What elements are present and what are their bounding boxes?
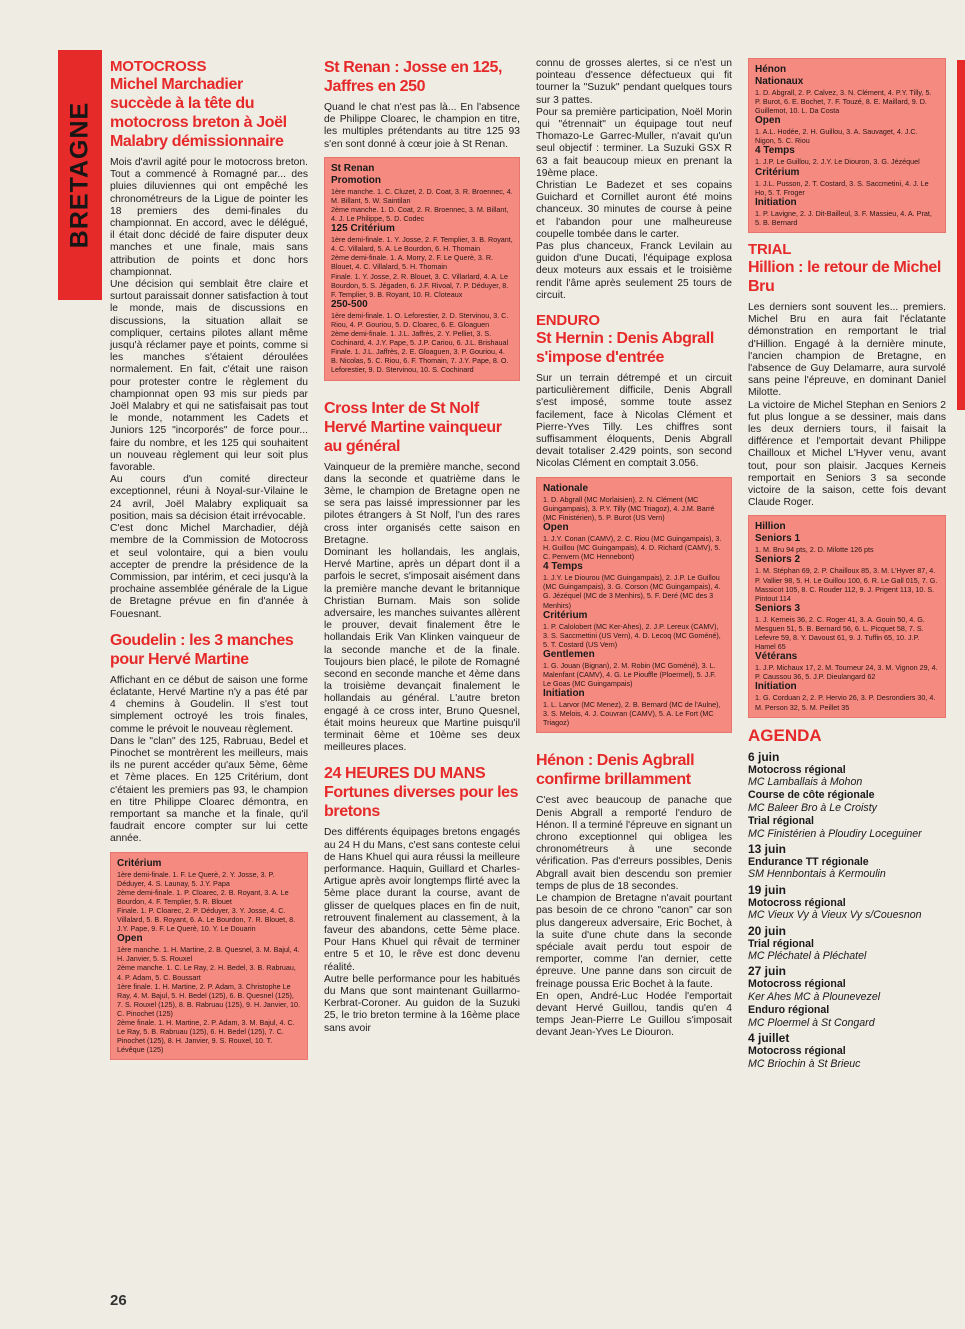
agenda-place: MC Lamballais à Mohon xyxy=(748,776,863,789)
results-box xyxy=(748,58,946,233)
results-category: Seniors 2 xyxy=(755,554,801,566)
results-category: 250-500 xyxy=(331,298,368,310)
results-line: 2ème finale. 1. H. Martine, 2. P. Adam, 3. M. Bajul, 4. C. Le Ray, 5. B. Rabruau (125), 6. H. Bedel (125), 7. C. Pinochet (125), 8. H. Janvier, 9. S. Rouxel, 10. T. Lévêque (125) xyxy=(117,1017,295,1055)
results-line: 1. M. Stéphan 69, 2. P. Chailloux 85, 3. M. L'Hyver 87, 4. P. Vallier 98, 5. H. Le Guillou 100, 6. R. Le Gall 015, 7. G. Massicot 105, 8. C. Rouder 112, 9. J. Prigent 113, 10. S. Pintout 114 xyxy=(755,566,938,603)
results-box xyxy=(536,477,732,734)
section-label: TRIAL xyxy=(748,240,792,258)
results-line: 1. J.L. Pusson, 2. T. Costard, 3. S. Saccmetini, 4. J. Le Ho, 5. T. Froger xyxy=(755,178,929,197)
article-body xyxy=(536,373,732,471)
results-line: 1ère demi-finale. 1. F. Le Querè, 2. Y. Josse, 3. P. Déduyer, 4. S. Launay, 5. J.Y. Papa xyxy=(117,869,275,888)
agenda-place: Ker Ahes MC à Plounevezel xyxy=(748,990,881,1003)
paragraph: Le champion de Bretagne n'avait pourtant pas besoin de ce chrono "canon" car son plus dangereux adversaire, Eric Bochet, à la suite d'une chute dans la seconde spéciale avait perdu tout espoir de remporter, comme l'an dernier, cette épreuve. Une panne dans son circuit de freinage poussa Eric Bochet à la faute. xyxy=(536,893,732,990)
paragraph: Mois d'avril agité pour le motocross breton. Tout a commencé à Romagné par... des pluies diluviennes qui ont empêché les chronométreurs de la Ligue de pointer les 18 premiers des demi-finales du championnat. En accord, avec le délégué, il était donc décidé de faire disputer deux manches et une finale, mais sans attribution de points et donc hors championnat. xyxy=(110,157,308,278)
results-line: 1. J.P. Michaux 17, 2. M. Tourneur 24, 3. M. Vignon 29, 4. P. Caussou 36, 5. J.P. Dieulangard 62 xyxy=(755,663,938,682)
results-line: 1. J.P. Le Guillou, 2. J.Y. Le Diouron, 3. G. Jézéquel xyxy=(755,157,920,167)
article-headline: Hénon : Denis Agbrall confirme brillamment xyxy=(536,752,695,789)
results-line: 2ème manche. 1. C. Le Ray, 2. H. Bedel, 3. B. Rabruau, 4. P. Adam, 5. C. Boussart xyxy=(117,963,296,982)
agenda-place: MC Vieux Vy à Vieux Vy s/Couesnon xyxy=(748,909,922,922)
results-category: St Renan xyxy=(331,162,375,174)
results-category: Gentlemen xyxy=(543,648,595,660)
article-headline: Hillion : le retour de Michel Bru xyxy=(748,258,941,295)
results-line: 1ère manche. 1. H. Martine, 2. B. Quesnel, 3. M. Bajul, 4. H. Janvier, 5. S. Rouxel xyxy=(117,945,300,964)
paragraph: Pour sa première participation, Noël Morin qui "étrennait" un équipage tout neuf Thomazo-Le Garrec-Muller, n'avait qu'un seul objectif : terminer. La Suzuki GSX R 63 a fait beaucoup mieux en prenant la 19ème place. xyxy=(536,106,732,179)
section-label: ENDURO xyxy=(536,312,600,330)
agenda-date: 27 juin xyxy=(748,964,787,979)
results-line: 2ème manche. 1. D. Coat, 2. R. Broennec, 3. M. Billant, 4. J. Le Philippe, 5. D. Codec xyxy=(331,205,509,224)
article-body xyxy=(748,302,946,509)
results-category: Open xyxy=(543,521,569,533)
paragraph: Quand le chat n'est pas là... En l'absence de Philippe Cloarec, le champion en titre, les multiples prétendants au titre 125 93 s'en sont donné à cœur joie à St Renan. xyxy=(324,102,520,150)
column-1 xyxy=(110,58,308,1068)
paragraph: Sur un terrain détrempé et un circuit particulièrement difficile, Denis Abgrall s'est imposé, somme toute assez facilement, face à Nicolas Clément et Pierre-Yves Tilly. Les chiffres sont suffisamment éloquents, Denis Abgrall devait totaliser 2.429 points, son second Nicolas Clément en comptait 3.056. xyxy=(536,373,732,470)
article-headline: 24 HEURES DU MANS Fortunes diverses pour les bretons xyxy=(324,765,519,821)
paragraph: connu de grosses alertes, si ce n'est un pointeau d'essence défectueux qui fit tourner la "Suzuk" pendant quelques tours sur 3 pattes. xyxy=(536,58,732,106)
article-headline: St Hernin : Denis Abgrall s'impose d'entrée xyxy=(536,330,714,367)
article-headline: Michel Marchadier succède à la tête du motocross breton à Joël Malabry démissionnaire xyxy=(110,76,287,150)
agenda-date: 13 juin xyxy=(748,842,787,857)
paragraph: Christian Le Badezet et ses copains Guichard et Cornillet auront été moins chanceux. 30 minutes de course à peine et l'abandon pour une malheureuse coupelle tombée dans le carter. xyxy=(536,180,732,240)
agenda-event: Motocross régional xyxy=(748,763,846,776)
results-line: 1ère demi-finale. 1. Y. Josse, 2. F. Templier, 3. B. Royant, 4. C. Villalard, 5. A. Le Bourdon, 6. H. Thomain xyxy=(331,235,513,254)
agenda-event: Trial régional xyxy=(748,937,814,950)
results-line: 1. L. Larvor (MC Menez), 2. B. Bernard (MC de l'Aulne), 3. S. Melois, 4. J. Couvran (CAMV), 5. A. Le Fort (MC Triagoz) xyxy=(543,700,721,728)
agenda-place: MC Finistérien à Ploudiry Loceguiner xyxy=(748,827,922,840)
results-category: Promotion xyxy=(331,174,381,186)
article-body xyxy=(110,675,308,846)
results-box xyxy=(324,157,520,381)
paragraph: Une décision qui semblait être claire et surtout paraissait donner satisfaction à tout le monde, mais de discussions en discussions, la situation allait se compliquer, certains pilotes allant même jusqu'à réclamer paye et points, comme si les manches s'étaient déroulées normalement. En fait, c'était une raison pour protester contre le règlement du championnat open 93 mis sur pieds par Joël Malabry et qui ne satisfaisait pas tout le monde, notamment les Cadets et Juniors 125 "incorporés" de force pour... faire du nombre, et les 125 qui souhaitent un nouveau règlement qui leur soit plus favorable. xyxy=(110,279,308,474)
column-2 xyxy=(324,58,520,1035)
results-category: Nationaux xyxy=(755,76,804,87)
results-line: 2ème demi-finale. 1. J.L. Jaffrès, 2. Y. Pelliet, 3. S. Cochinard, 4. J.Y. Pape, 5. J.P. Cariou, 6. J.L. Brishaual xyxy=(331,329,509,348)
results-category: 125 Critérium xyxy=(331,223,395,235)
results-line: 1. A.L. Hodée, 2. H. Guillou, 3. A. Sauvaget, 4. J.C. Nigon, 5. C. Riou xyxy=(755,127,918,146)
paragraph: Autre belle performance pour les habitués du Mans que sont maintenant Guillarmo-Kerbrat-Coroner. Au guidon de la Suzuki 25, le trio breton termine à la 16ème place sans avoir xyxy=(324,973,520,1034)
agenda-list xyxy=(748,750,946,1070)
results-category: Initiation xyxy=(755,681,797,693)
results-category: Initiation xyxy=(755,196,797,208)
results-category: Vétérans xyxy=(755,651,798,663)
agenda-title: AGENDA xyxy=(748,725,822,745)
results-line: 1. P. Calolobert (MC Ker-Ahes), 2. J.P. Lereux (CAMV), 3. S. Saccmettini (US Vern), 4. D. Lecoq (MC Goméné), 5. T. Costard (US Vern) xyxy=(543,621,721,649)
page-number: 26 xyxy=(110,1292,127,1309)
agenda-event: Enduro régional xyxy=(748,1004,830,1017)
agenda-date: 20 juin xyxy=(748,923,787,938)
results-category: Seniors 3 xyxy=(755,602,801,614)
agenda-event: Motocross régional xyxy=(748,1045,846,1058)
article-headline: Cross Inter de St Nolf Hervé Martine vainqueur au général xyxy=(324,399,502,455)
column-3 xyxy=(536,58,732,1040)
results-line: 2ème demi-finale. 1. P. Cloarec, 2. B. Royant, 3. A. Le Bourdon, 4. F. Templier, 5. R. Blouet xyxy=(117,887,289,906)
results-category: Seniors 1 xyxy=(755,533,801,545)
results-category: Nationale xyxy=(543,482,589,494)
paragraph: Dominant les hollandais, les anglais, Hervé Martine, après un départ dont il a parfois le secret, s'imposait aisément dans la première manche devant le britannique Christian Burnam. Mais son solide adversaire, les manches suivantes allèrent le prouver, devait finalement être le hollandais Erik Van Klinken vainqueur de la seconde manche et de la finale. Toujours bien placé, le pilote de Romagné second en seconde manche et 4ème dans la troisième devançait finalement le hollandais au général. L'autre breton engagé à ce cross inter, Bruno Quesnel, était moins heureux que Martine puisqu'il terminait 6ème et 10ème ses deux meilleures places. xyxy=(324,546,520,754)
article-body xyxy=(324,102,520,151)
paragraph: Au cours d'un comité directeur exceptionnel, réuni à Noyal-sur-Vilaine le 24 avril, Joël Malabry expliquait sa position, mais sa décision était irrévocable. xyxy=(110,474,308,522)
results-category: Critérium xyxy=(755,166,800,178)
agenda-event: Motocross régional xyxy=(748,896,846,909)
paragraph: Affichant en ce début de saison une forme éclatante, Hervé Martine n'y a pas été par 4 chemins à Goudelin. Il s'est tout simplement octroyé les trois finales, comme le prévoit le nouveau règlement. xyxy=(110,674,308,735)
paragraph: La victoire de Michel Stephan en Seniors 2 fut plus longue a se dessiner, mais dans les deux derniers tours, il faisait la différence et l'emportait devant Philippe Chailloux et Michel L'Hyver venu, avant tout, pour son plaisir. Jacques Kerneis remportait en Seniors 3 sa seconde victoire de la saison, cette fois devant Claude Roger. xyxy=(748,399,946,509)
article-body xyxy=(110,157,308,621)
paragraph: Vainqueur de la première manche, second dans la seconde et quatrième dans le 3ème, le champion de Bretagne open ne se sera pas laissé impressionner par les pilotes étrangers à St Nolf, l'un des rares cross inter organisés cette saison en Bretagne. xyxy=(324,461,520,546)
article-headline: Goudelin : les 3 manches pour Hervé Martine xyxy=(110,631,294,668)
paragraph: Des différents équipages bretons engagés au 24 H du Mans, c'est sans conteste celui de Hans Khuel qui aura réussi la meilleure performance. Haquin, Guillard et Charles-Artigue après avoir longtemps flirté avec la 5ème place durant la course, avant de glisser de quelques places en fin de nuit, retrouvent finalement au classement, à la faveur des abandons, cette 5ème place. Pour Hans Khuel qui rêvait de terminer entre 5 et 10, le rêve est donc devenu réalité. xyxy=(324,827,520,973)
paragraph: Dans le "clan" des 125, Rabruau, Bedel et Pinochet se montrèrent les meilleurs, mais ils ne purent accéder qu'aux 5ème, 6ème et 7ème places. En 125 Critérium, dont c'étaient les premiers pas 93, le champion en titre Philippe Cloarec démontra, en remportant sa manche et la finale, qu'il faudrait encore compter sur lui cette année. xyxy=(110,735,308,845)
agenda-event: Endurance TT régionale xyxy=(748,856,869,869)
results-line: 1. D. Abgrall, 2. P. Calvez, 3. N. Clément, 4. P.Y. Tilly, 5. P. Burot, 6. E. Bochet, 7. F. Touzé, 8. E. Maillard, 9. D. Guillemot, 10. L. Da Costa xyxy=(755,88,932,116)
paragraph: C'est avec beaucoup de panache que Denis Abgrall a remporté l'enduro de Hénon. Il a terminé l'épreuve en signant un chrono exceptionnel qui obligea les chronométreurs à une seconde vérification. Pas d'erreurs possibles, Denis Abgrall avait bien descendu son premier temps de plus de 18 secondes. xyxy=(536,795,733,892)
results-line: 1. J.Y. Le Diourou (MC Guingampais), 2. J.P. Le Guillou (MC Guingampais), 3. G. Corson (MC Guingampais), 4. G. Jézéquel (MC de 3 Menhirs), 5. F. Deré (MC des 3 Menhirs) xyxy=(543,573,721,610)
results-category: 4 Temps xyxy=(543,561,583,573)
results-line: 1ère manche. 1. C. Cluzet, 2. D. Coat, 3. R. Broennec, 4. M. Billant, 5. W. Saintilan xyxy=(331,186,513,205)
agenda-date: 4 juillet xyxy=(748,1031,790,1046)
agenda-place: MC Briochin à St Brieuc xyxy=(748,1057,861,1070)
agenda-event: Trial régional xyxy=(748,815,814,828)
results-category: Critérium xyxy=(117,857,162,869)
results-category: 4 Temps xyxy=(755,145,795,157)
region-label: BRETAGNE xyxy=(65,101,94,249)
article-body xyxy=(324,827,520,1034)
article-headline: St Renan : Josse en 125, Jaffres en 250 xyxy=(324,59,503,95)
results-line: 1. G. Jouan (Bignan), 2. M. Robin (MC Goméné), 3. L. Malenfant (CAMV), 4. G. Le Piouffle (Ploermel), 5. J.F. Le Goas (MC Guingampais) xyxy=(543,660,716,689)
results-line: 1ère finale. 1. H. Martine, 2. P. Adam, 3. Christophe Le Ray, 4. M. Bajul, 5. H. Bedel (125), 6. B. Quesnel (125), 7. S. Rouxel (125), 8. B. Rabruau (125), 9. H. Janvier, 10. C. Pinochet (125) xyxy=(117,981,300,1018)
paragraph: C'est donc Michel Marchadier, déjà membre de la Commission de Motocross et seul volontaire, qui a bien voulu accepter de prendre la présidence de la Commission, par intérim, et ceci jusqu'à la prochaine assemblée générale de la Ligue de Bretagne prévue en fin d'année à Fouesnant. xyxy=(110,523,308,620)
section-label: MOTOCROSS xyxy=(110,58,207,75)
results-line: 1. D. Abgrall (MC Morlaisien), 2. N. Clément (MC Guingampais), 3. P.Y. Tilly (MC Triagoz), 4. J.M. Barré (MC Finistérien), 5. P. Burot (US Vern) xyxy=(543,494,715,522)
paragraph: Les derniers sont souvent les... premiers. Michel Bru en aura fait l'éclatante démonstration en remportant le trial d'Hillion. Engagé à la dernière minute, l'ancien champion de Bretagne, en l'absence de Guy Delamarre, aura survolé sans peine l'épreuve, en dominant Daniel Milotte. xyxy=(748,301,946,399)
results-line: 1. P. Lavigne, 2. J. Dit-Bailleul, 3. F. Massieu, 4. A. Prat, 5. B. Bernard xyxy=(755,208,932,227)
results-category: Critérium xyxy=(543,609,588,621)
results-line: 1ère demi-finale. 1. O. Leforestier, 2. D. Stervinou, 3. C. Riou, 4. P. Gouriou, 5. D. Cloarec, 6. E. Gloaguen xyxy=(331,310,509,329)
results-line: 1. J. Kerneis 36, 2. C. Roger 41, 3. A. Gouin 50, 4. G. Mesguen 51, 5. B. Bernard 56, 6. L. Picquet 58, 7. S. Lefevre 59, 8. Y. Davoust 61, 9. J. Tuffin 65, 10. J.P. Hamel 65 xyxy=(755,614,925,652)
results-category: Hénon xyxy=(755,64,787,75)
results-line: 1. G. Corduan 2, 2. P. Hervio 26, 3. P. Desrondiers 30, 4. M. Person 32, 5. M. Peillet 35 xyxy=(755,693,936,712)
paragraph: Pas plus chanceux, Franck Levilain au guidon d'une Ducati, l'équipage explosa deux moteurs aux essais et le troisième rendit l'âme après seulement 25 tours de circuit. xyxy=(536,241,732,301)
column-4 xyxy=(748,58,946,1071)
results-line: Finale. 1. P. Cloarec, 2. P. Déduyer, 3. Y. Josse, 4. C. Villalard, 5. B. Royant, 6. A. Le Bourdon, 7. R. Blouet, 8. J.Y. Pape, 9. F. Le Querè, 10. Y. Le Douarin xyxy=(117,905,296,934)
region-band xyxy=(58,50,102,300)
results-category: Open xyxy=(117,933,143,945)
agenda-place: SM Hennbontais à Kermoulin xyxy=(748,868,886,881)
results-category: Open xyxy=(755,115,781,127)
article-body xyxy=(536,58,732,302)
agenda-event: Motocross régional xyxy=(748,978,846,991)
results-box xyxy=(748,515,946,717)
agenda-date: 19 juin xyxy=(748,882,787,897)
agenda-place: MC Baleer Bro à Le Croisty xyxy=(748,801,877,814)
results-line: Finale. 1. J.L. Jaffrès, 2. E. Gloaguen, 3. P. Gouriou, 4. B. Nicolas, 5. C. Riou, 6. F. Thomain, 7. J.Y. Pape, 8. O. Leforestier, 9. D. Stervinou, 10. S. Cochinard xyxy=(331,347,509,375)
results-line: 1. M. Bru 94 pts, 2. D. Milotte 126 pts xyxy=(755,545,874,555)
results-box xyxy=(110,852,308,1061)
results-line: 2ème demi-finale. 1. A. Morry, 2. F. Le Querè, 3. R. Blouet, 4. C. Villalard, 5. H. Thomain xyxy=(331,253,494,272)
agenda-event: Course de côte régionale xyxy=(748,789,875,802)
paragraph: En open, André-Luc Hodée l'emportait devant Hervé Guillou, tandis qu'en 4 temps Jean-Pierre Le Guillou s'imposait devant Jean-Yves Le Diouron. xyxy=(536,990,732,1039)
article-body xyxy=(536,795,732,1039)
article-body xyxy=(324,462,520,755)
results-category: Hillion xyxy=(755,521,786,533)
results-line: Finale. 1. Y. Josse, 2. R. Blouet, 3. C. Villarlard, 4. A. Le Bourdon, 5. S. Jégaden, 6. J.F. Rivoal, 7. P. Déduyer, 8. F. Templier, 9. B. Royant, 10. R. Cloteaux xyxy=(331,271,509,299)
agenda-place: MC Pléchatel à Pléchatel xyxy=(748,950,867,963)
edge-band xyxy=(957,60,965,410)
results-line: 1. J.Y. Conan (CAMV), 2. C. Riou (MC Guingampais), 3. H. Guillou (MC Guingampais), 4. D. Richard (CAMV), 5. C. Penvern (MC Hennebont) xyxy=(543,533,722,562)
agenda-date: 6 juin xyxy=(748,749,780,764)
agenda-place: MC Ploermel à St Congard xyxy=(748,1016,875,1029)
results-category: Initiation xyxy=(543,688,585,700)
